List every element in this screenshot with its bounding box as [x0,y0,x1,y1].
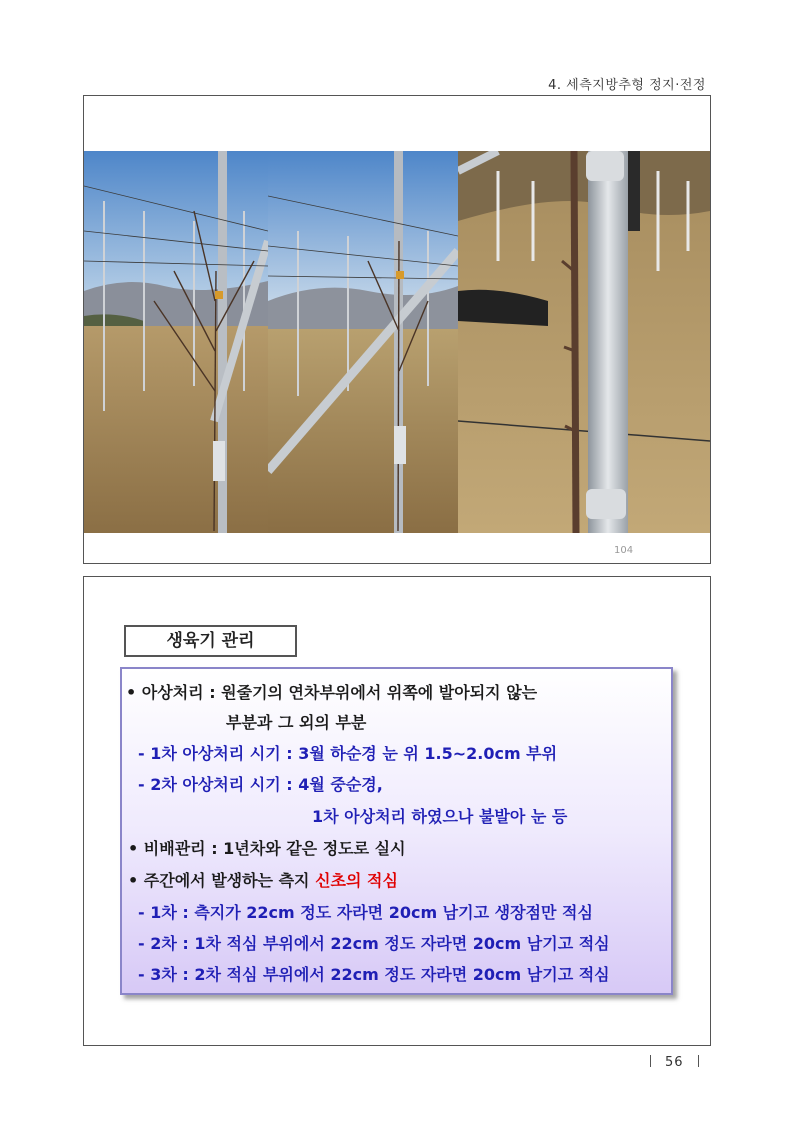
first-pinching: - 1차 : 측지가 22cm 정도 자라면 20cm 남기고 생장점만 적심 [138,903,593,922]
bullet-lateral-shoot-pinching [128,871,398,891]
photo-strip [84,151,710,533]
third-pinching: - 3차 : 2차 적심 부위에서 22cm 정도 자라면 20cm 남기고 적심 [138,965,610,984]
first-bud-treatment: - 1차 아상처리 시기 : 3월 하순경 눈 위 1.5~2.0cm 부위 [138,744,558,763]
lateral-shoot-text: • 주간에서 발생하는 측지 [128,871,316,890]
bullet-bud-treatment: • 아상처리 : 원줄기의 연차부위에서 위쪽에 발아되지 않는 [126,683,538,702]
photo-slide [83,95,711,564]
second-pinching: - 2차 : 1차 적심 부위에서 22cm 정도 자라면 20cm 남기고 적심 [138,934,610,953]
orchard-photo-1 [84,151,268,533]
bullet-fertilizer-management: • 비배관리 : 1년차와 같은 정도로 실시 [128,839,406,858]
second-bud-treatment-continued: 1차 아상처리 하였으나 불발아 눈 등 [312,807,568,826]
slide-number: 104 [614,545,634,556]
page-number-value: 56 [665,1055,684,1070]
content-box [120,667,673,995]
section-title: 생육기 관리 [124,625,297,657]
management-slide [83,576,711,1046]
pinching-highlight: 신초의 적심 [315,871,398,890]
bud-treatment-continued: 부분과 그 외의 부분 [226,713,367,732]
second-bud-treatment: - 2차 아상처리 시기 : 4월 중순경, [138,775,383,794]
running-header: 4. 세측지방추형 정지·전정 [548,78,706,93]
orchard-photo-3 [458,151,710,533]
page-number [650,1055,699,1070]
orchard-photo-2 [268,151,458,533]
